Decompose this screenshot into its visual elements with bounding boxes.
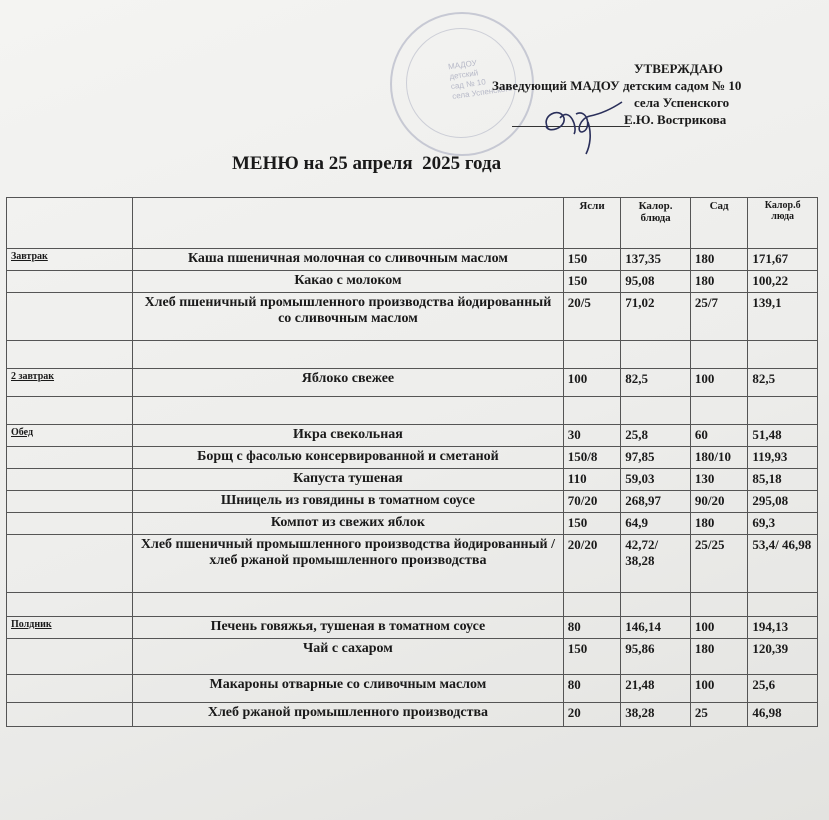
yasli-calories-cell: 25,8 bbox=[621, 425, 691, 447]
dish-cell: Печень говяжья, тушеная в томатном соусе bbox=[133, 617, 564, 639]
dish-cell: Хлеб ржаной промышленного производства bbox=[133, 703, 564, 727]
dish-cell: Чай с сахаром bbox=[133, 639, 564, 675]
dish-cell: Борщ с фасолью консервированной и сметаной bbox=[133, 447, 564, 469]
table-row bbox=[7, 593, 818, 617]
sad-calories-cell: 69,3 bbox=[748, 513, 818, 535]
sad-calories-cell: 100,22 bbox=[748, 271, 818, 293]
sad-portion-cell: 130 bbox=[690, 469, 747, 491]
meal-cell bbox=[7, 447, 133, 469]
yasli-calories-cell: 137,35 bbox=[621, 249, 691, 271]
yasli-portion-cell: 150 bbox=[563, 249, 620, 271]
sad-calories-cell bbox=[748, 397, 818, 425]
seal-text: МАДОУ детский сад № 10 села Успенского bbox=[447, 58, 513, 102]
meal-cell bbox=[7, 535, 133, 593]
sad-calories-cell bbox=[748, 593, 818, 617]
yasli-calories-cell: 42,72/ 38,28 bbox=[621, 535, 691, 593]
yasli-portion-cell: 80 bbox=[563, 675, 620, 703]
sad-portion-cell: 25/7 bbox=[690, 293, 747, 341]
header-dish bbox=[133, 198, 564, 249]
sad-calories-cell: 119,93 bbox=[748, 447, 818, 469]
dish-cell bbox=[133, 593, 564, 617]
yasli-portion-cell: 30 bbox=[563, 425, 620, 447]
yasli-portion-cell bbox=[563, 397, 620, 425]
table-row bbox=[7, 425, 818, 447]
meal-cell: Обед bbox=[7, 425, 133, 447]
sad-portion-cell: 180 bbox=[690, 271, 747, 293]
sad-calories-cell: 82,5 bbox=[748, 369, 818, 397]
yasli-calories-cell: 59,03 bbox=[621, 469, 691, 491]
table-row bbox=[7, 491, 818, 513]
header-sad: Сад bbox=[690, 198, 747, 249]
yasli-portion-cell: 150 bbox=[563, 271, 620, 293]
table-row bbox=[7, 447, 818, 469]
dish-cell: Шницель из говядины в томатном соусе bbox=[133, 491, 564, 513]
yasli-calories-cell: 95,86 bbox=[621, 639, 691, 675]
table-row bbox=[7, 675, 818, 703]
sad-portion-cell bbox=[690, 593, 747, 617]
sad-calories-cell: 171,67 bbox=[748, 249, 818, 271]
sad-portion-cell: 180 bbox=[690, 249, 747, 271]
meal-cell: 2 завтрак bbox=[7, 369, 133, 397]
sad-calories-cell: 194,13 bbox=[748, 617, 818, 639]
dish-cell: Хлеб пшеничный промышленного производства йодированный со сливочным маслом bbox=[133, 293, 564, 341]
table-row bbox=[7, 397, 818, 425]
table-row bbox=[7, 341, 818, 369]
sad-calories-cell bbox=[748, 341, 818, 369]
yasli-portion-cell: 20 bbox=[563, 703, 620, 727]
dish-cell: Хлеб пшеничный промышленного производства йодированный /хлеб ржаной промышленного производства bbox=[133, 535, 564, 593]
sad-calories-cell: 295,08 bbox=[748, 491, 818, 513]
sad-calories-cell: 85,18 bbox=[748, 469, 818, 491]
sad-calories-cell: 25,6 bbox=[748, 675, 818, 703]
yasli-calories-cell bbox=[621, 397, 691, 425]
sad-calories-cell: 46,98 bbox=[748, 703, 818, 727]
dish-cell: Капуста тушеная bbox=[133, 469, 564, 491]
yasli-portion-cell: 150 bbox=[563, 513, 620, 535]
sad-calories-cell: 139,1 bbox=[748, 293, 818, 341]
sad-portion-cell: 100 bbox=[690, 675, 747, 703]
sad-portion-cell: 100 bbox=[690, 617, 747, 639]
dish-cell: Какао с молоком bbox=[133, 271, 564, 293]
yasli-portion-cell: 100 bbox=[563, 369, 620, 397]
table-row bbox=[7, 535, 818, 593]
yasli-portion-cell: 70/20 bbox=[563, 491, 620, 513]
meal-cell bbox=[7, 397, 133, 425]
yasli-portion-cell: 20/20 bbox=[563, 535, 620, 593]
meal-cell bbox=[7, 513, 133, 535]
handwritten-signature bbox=[530, 88, 630, 158]
table-row bbox=[7, 469, 818, 491]
yasli-calories-cell: 64,9 bbox=[621, 513, 691, 535]
yasli-portion-cell: 150/8 bbox=[563, 447, 620, 469]
sad-portion-cell: 25 bbox=[690, 703, 747, 727]
yasli-calories-cell: 268,97 bbox=[621, 491, 691, 513]
dish-cell: Яблоко свежее bbox=[133, 369, 564, 397]
header-meal bbox=[7, 198, 133, 249]
sad-calories-cell: 53,4/ 46,98 bbox=[748, 535, 818, 593]
yasli-calories-cell: 97,85 bbox=[621, 447, 691, 469]
meal-cell: Завтрак bbox=[7, 249, 133, 271]
yasli-portion-cell: 110 bbox=[563, 469, 620, 491]
sad-calories-cell: 51,48 bbox=[748, 425, 818, 447]
table-row bbox=[7, 639, 818, 675]
yasli-portion-cell bbox=[563, 593, 620, 617]
approval-line-1: Заведующий МАДОУ детским садом № 10 bbox=[492, 78, 742, 93]
yasli-portion-cell: 150 bbox=[563, 639, 620, 675]
meal-cell bbox=[7, 675, 133, 703]
table-row bbox=[7, 249, 818, 271]
meal-cell bbox=[7, 271, 133, 293]
yasli-portion-cell: 20/5 bbox=[563, 293, 620, 341]
table-header-row bbox=[7, 198, 818, 249]
header-yasli: Ясли bbox=[563, 198, 620, 249]
yasli-calories-cell: 95,08 bbox=[621, 271, 691, 293]
table-row bbox=[7, 617, 818, 639]
yasli-calories-cell: 21,48 bbox=[621, 675, 691, 703]
meal-cell bbox=[7, 293, 133, 341]
yasli-calories-cell: 82,5 bbox=[621, 369, 691, 397]
approval-line-2: села Успенского bbox=[634, 95, 730, 110]
approval-line-3: Е.Ю. Вострикова bbox=[624, 112, 727, 127]
dish-cell bbox=[133, 397, 564, 425]
dish-cell bbox=[133, 341, 564, 369]
meal-cell: Полдник bbox=[7, 617, 133, 639]
sad-portion-cell: 60 bbox=[690, 425, 747, 447]
header-calories-yasli: Калор. блюда bbox=[621, 198, 691, 249]
dish-cell: Икра свекольная bbox=[133, 425, 564, 447]
header-calories-sad: Калор.б люда bbox=[748, 198, 818, 249]
dish-cell: Макароны отварные со сливочным маслом bbox=[133, 675, 564, 703]
sad-portion-cell: 90/20 bbox=[690, 491, 747, 513]
sad-portion-cell: 180 bbox=[690, 513, 747, 535]
sad-portion-cell bbox=[690, 397, 747, 425]
meal-cell bbox=[7, 469, 133, 491]
yasli-portion-cell: 80 bbox=[563, 617, 620, 639]
dish-cell: Каша пшеничная молочная со сливочным маслом bbox=[133, 249, 564, 271]
sad-calories-cell: 120,39 bbox=[748, 639, 818, 675]
table-row bbox=[7, 703, 818, 727]
meal-cell bbox=[7, 593, 133, 617]
table-row bbox=[7, 293, 818, 341]
meal-cell bbox=[7, 639, 133, 675]
sad-portion-cell: 180/10 bbox=[690, 447, 747, 469]
page-title: МЕНЮ на 25 апреля 2025 года bbox=[232, 153, 502, 174]
sad-portion-cell: 25/25 bbox=[690, 535, 747, 593]
sad-portion-cell: 100 bbox=[690, 369, 747, 397]
meal-cell bbox=[7, 703, 133, 727]
sad-portion-cell: 180 bbox=[690, 639, 747, 675]
table-row bbox=[7, 513, 818, 535]
table-row bbox=[7, 271, 818, 293]
yasli-calories-cell bbox=[621, 593, 691, 617]
menu-table bbox=[6, 197, 818, 727]
approval-title: УТВЕРЖДАЮ bbox=[634, 61, 723, 76]
yasli-portion-cell bbox=[563, 341, 620, 369]
table-row bbox=[7, 369, 818, 397]
yasli-calories-cell: 146,14 bbox=[621, 617, 691, 639]
dish-cell: Компот из свежих яблок bbox=[133, 513, 564, 535]
meal-cell bbox=[7, 341, 133, 369]
yasli-calories-cell: 38,28 bbox=[621, 703, 691, 727]
yasli-calories-cell: 71,02 bbox=[621, 293, 691, 341]
yasli-calories-cell bbox=[621, 341, 691, 369]
sad-portion-cell bbox=[690, 341, 747, 369]
meal-cell bbox=[7, 491, 133, 513]
